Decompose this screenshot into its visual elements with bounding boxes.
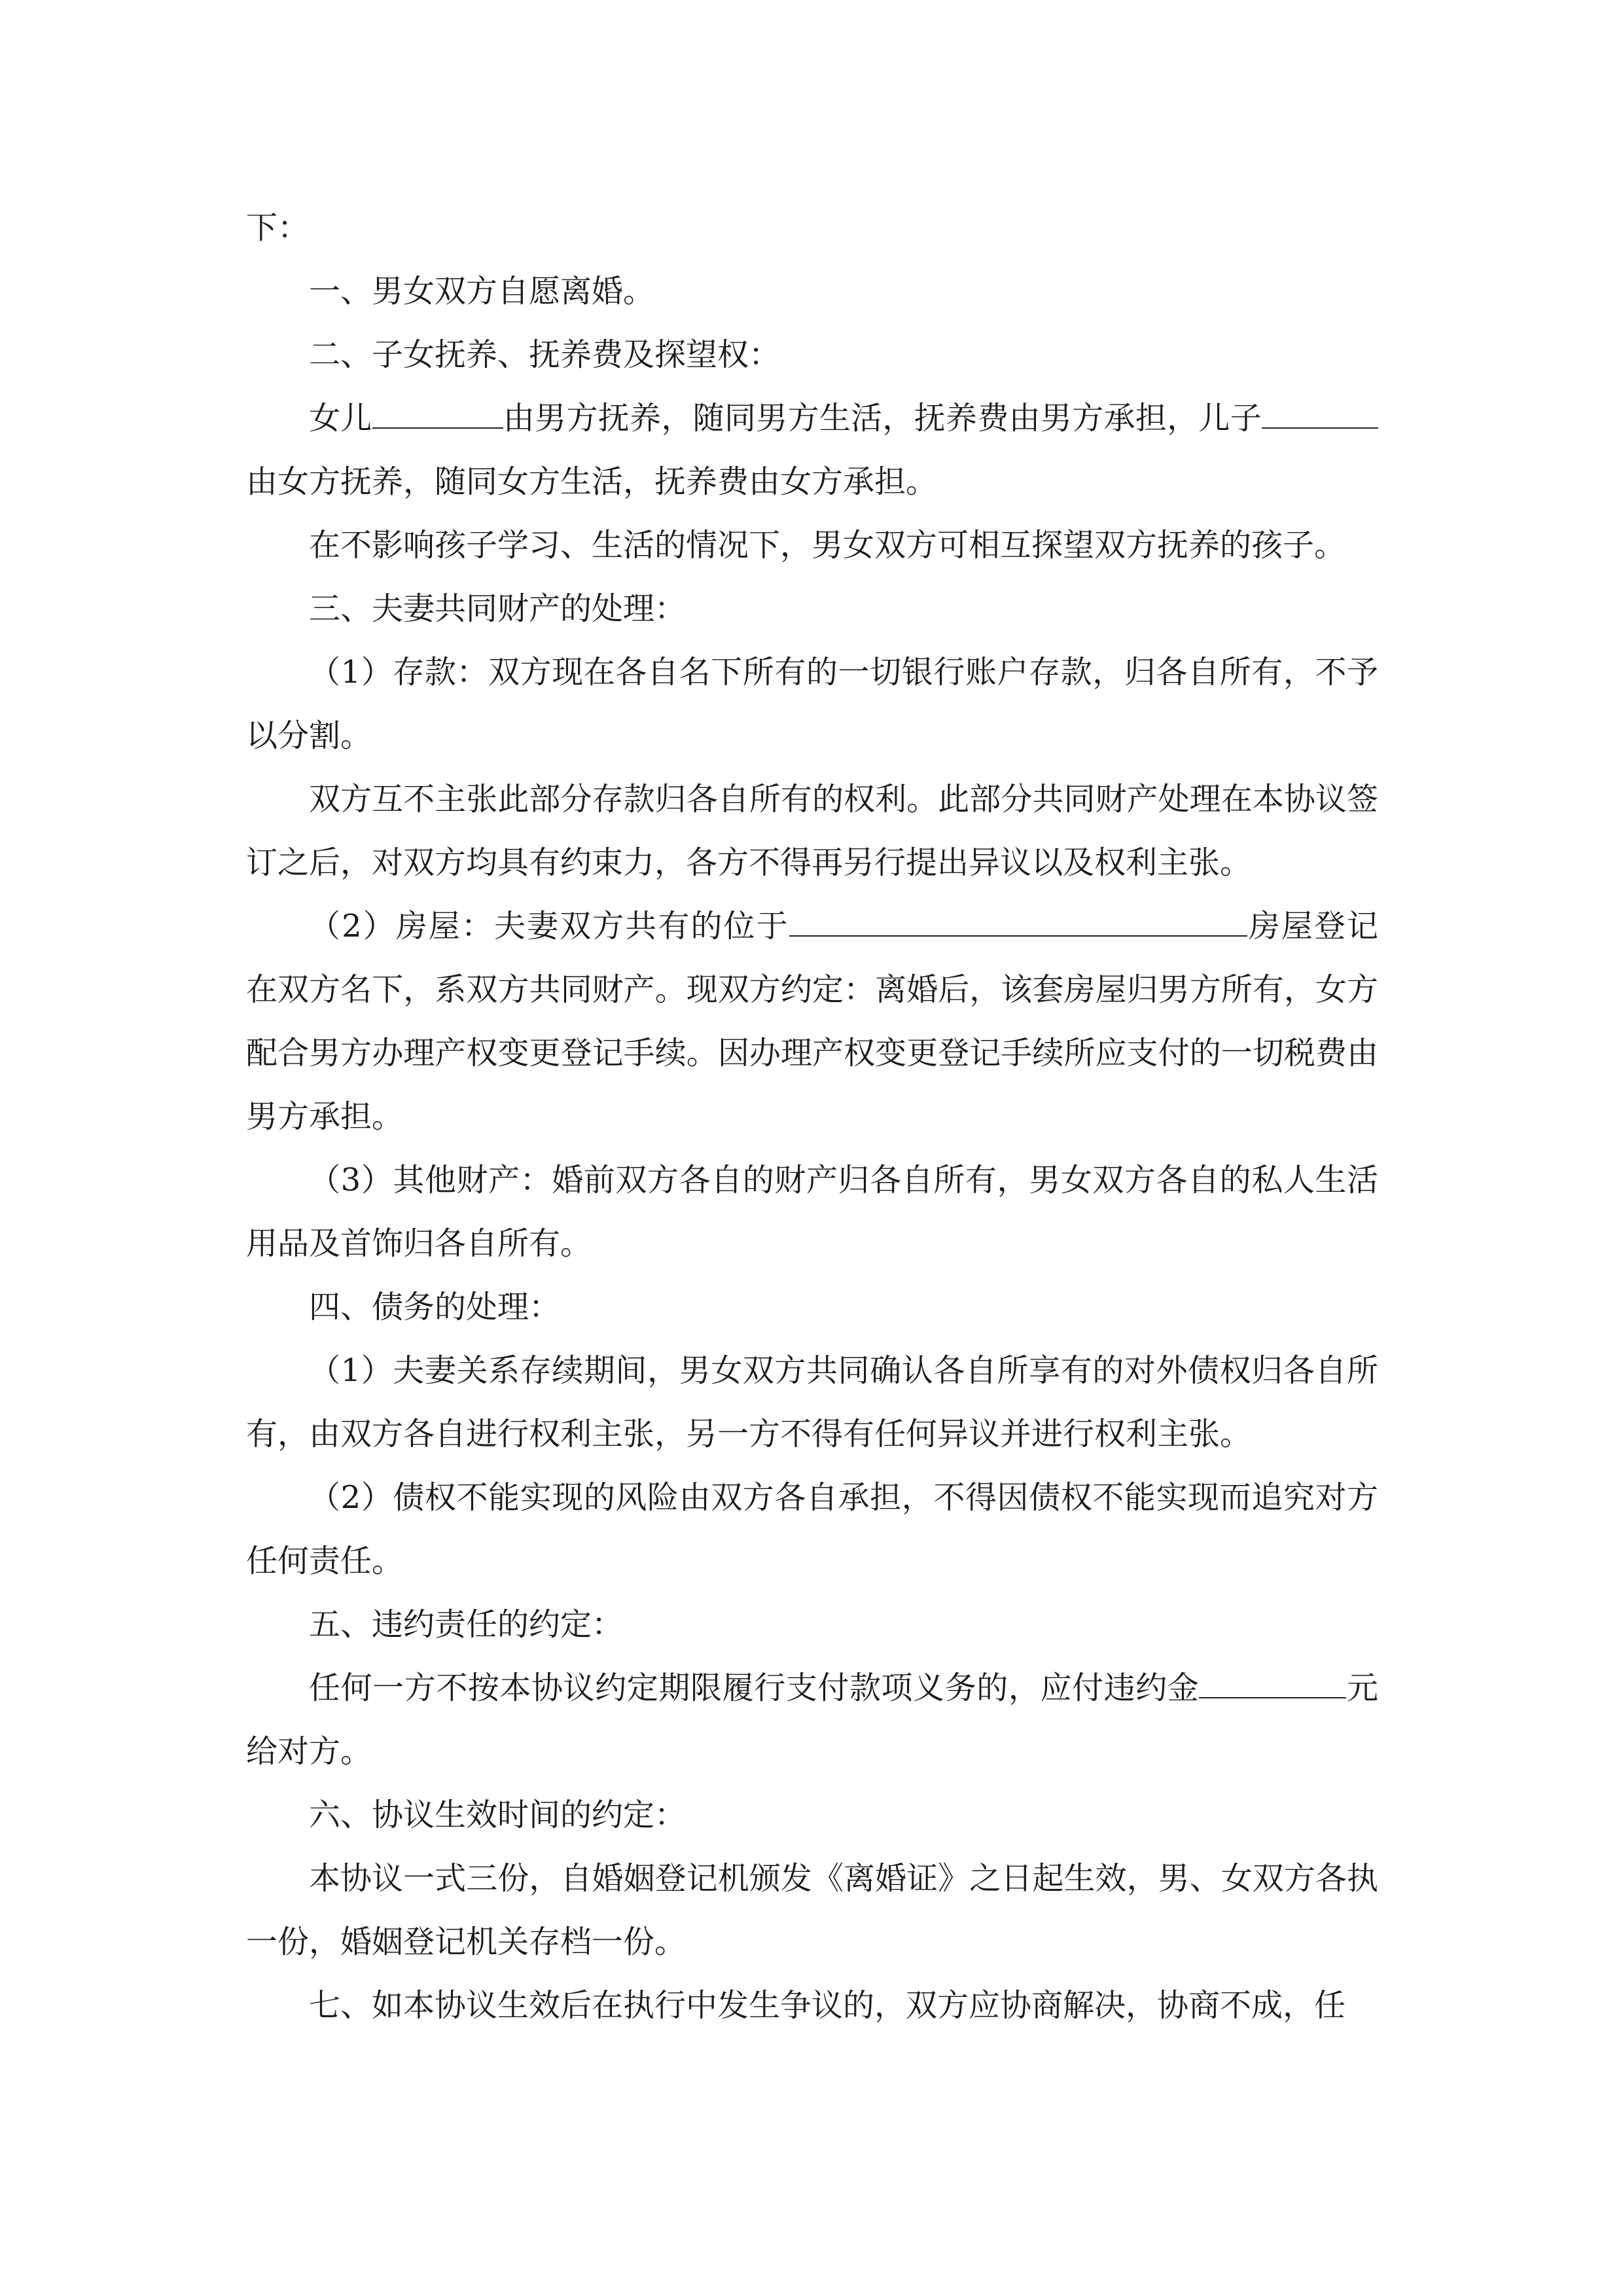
paragraph-text: 元给对方。 (246, 1670, 1378, 1770)
clause-5-heading (246, 1593, 1378, 1657)
paragraph-text: 下： (246, 209, 310, 246)
paragraph-text: （2）房屋：夫妻双方共有的位于 (309, 908, 789, 944)
paragraph-text: 任何一方不按本协议约定期限履行支付款项义务的，应付违约金 (309, 1670, 1200, 1706)
deposits-paragraph (246, 641, 1378, 768)
clause-1-heading (246, 260, 1378, 323)
paragraph-text: 七、如本协议生效后在执行中发生争议的，双方应协商解决，协商不成，任 (309, 1987, 1346, 2024)
paragraph-text: 三、夫妻共同财产的处理： (309, 590, 687, 627)
penalty-paragraph (246, 1657, 1378, 1784)
paragraph-text: （1）夫妻关系存续期间，男女双方共同确认各自所享有的对外债权归各自所有，由双方各自进行权利主张，另一方不得有任何异议并进行权利主张。 (246, 1352, 1378, 1452)
clause-4-heading (246, 1276, 1378, 1339)
house-address-blank[interactable] (789, 906, 1247, 937)
visitation-paragraph (246, 514, 1378, 577)
clause-3-heading (246, 577, 1378, 641)
house-paragraph (246, 895, 1378, 1149)
document-body (246, 196, 1378, 2037)
paragraph-text: 一、男女双方自愿离婚。 (309, 273, 655, 310)
paragraph-continuation (246, 196, 1378, 260)
credit-rights-paragraph (246, 1339, 1378, 1466)
paragraph-text: 六、协议生效时间的约定： (309, 1797, 687, 1833)
child-custody-paragraph (246, 387, 1378, 514)
credit-risk-paragraph (246, 1466, 1378, 1593)
paragraph-text: 女儿 (309, 400, 372, 437)
paragraph-text: 房屋登记在双方名下，系双方共同财产。现双方约定：离婚后，该套房屋归男方所有，女方配合男方办理产权变更登记手续。因办理产权变更登记手续所应支付的一切税费由男方承担。 (246, 908, 1378, 1135)
clause-6-heading (246, 1784, 1378, 1847)
paragraph-text: 二、子女抚养、抚养费及探望权： (309, 336, 781, 373)
clause-2-heading (246, 323, 1378, 387)
effective-date-paragraph (246, 1847, 1378, 1974)
other-property-paragraph (246, 1149, 1378, 1276)
son-name-blank[interactable] (1262, 399, 1378, 429)
paragraph-text: 由女方抚养，随同女方生活，抚养费由女方承担。 (246, 463, 938, 500)
deposits-waiver-paragraph (246, 768, 1378, 895)
paragraph-text: （2）债权不能实现的风险由双方各自承担，不得因债权不能实现而追究对方任何责任。 (246, 1479, 1378, 1579)
clause-7-paragraph (246, 1974, 1378, 2037)
penalty-amount-blank[interactable] (1199, 1668, 1346, 1698)
paragraph-text: 在不影响孩子学习、生活的情况下，男女双方可相互探望双方抚养的孩子。 (309, 527, 1346, 564)
paragraph-text: 双方互不主张此部分存款归各自所有的权利。此部分共同财产处理在本协议签订之后，对双方均具有约束力，各方不得再另行提出异议以及权利主张。 (246, 781, 1378, 881)
paragraph-text: （3）其他财产：婚前双方各自的财产归各自所有，男女双方各自的私人生活用品及首饰归各自所有。 (246, 1162, 1378, 1262)
paragraph-text: （1）存款：双方现在各自名下所有的一切银行账户存款，归各自所有，不予以分割。 (246, 654, 1378, 754)
paragraph-text: 四、债务的处理： (309, 1289, 561, 1325)
paragraph-text: 五、违约责任的约定： (309, 1606, 624, 1643)
paragraph-text: 由男方抚养，随同男方生活，抚养费由男方承担，儿子 (503, 400, 1262, 437)
daughter-name-blank[interactable] (372, 399, 503, 429)
paragraph-text: 本协议一式三份，自婚姻登记机颁发《离婚证》之日起生效，男、女双方各执一份，婚姻登记机关存档一份。 (246, 1860, 1378, 1960)
